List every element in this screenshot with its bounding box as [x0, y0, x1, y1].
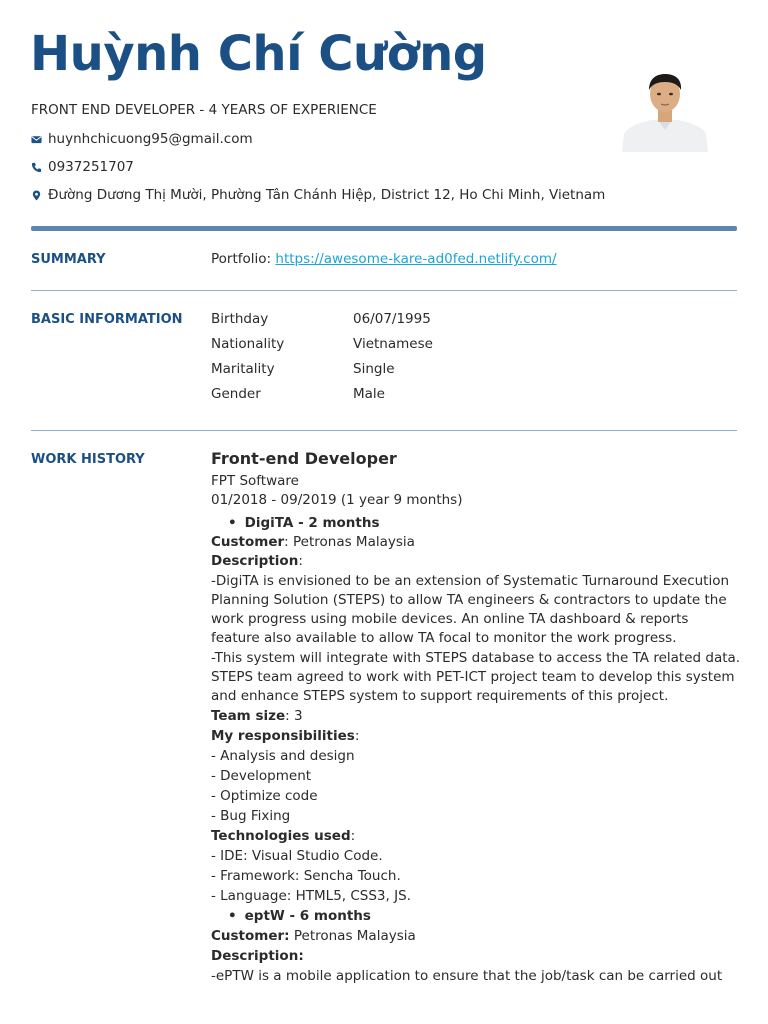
team-size-label: Team size: [211, 708, 286, 724]
description-line: [211, 947, 741, 966]
company: FPT Software: [211, 473, 299, 489]
phone-icon: [31, 162, 42, 173]
list-item: - Analysis and design: [211, 748, 355, 764]
project-name: • eptW - 6 months: [211, 907, 741, 926]
contact-phone: [31, 159, 134, 175]
portfolio-line: [211, 251, 557, 267]
customer-line: [211, 927, 741, 946]
contact-address: [31, 187, 605, 203]
list-item: - Language: HTML5, CSS3, JS.: [211, 888, 411, 904]
team-size-value: : 3: [285, 708, 303, 724]
description-line: [211, 552, 741, 571]
section-divider: [31, 430, 737, 431]
description-text: -ePTW is a mobile application to ensure that the job/task can be carried out: [211, 968, 723, 984]
job-title: Front-end Developer: [211, 449, 397, 468]
team-size-line: [211, 707, 741, 726]
list-item: - Framework: Sencha Touch.: [211, 868, 401, 884]
info-row-nationality: [211, 336, 433, 352]
customer-line: [211, 533, 741, 552]
colon: :: [350, 828, 356, 844]
technologies-heading: [211, 827, 741, 846]
contact-email: [31, 131, 253, 147]
list-item: - Optimize code: [211, 788, 318, 804]
profile-photo: [620, 72, 710, 152]
list-item: - IDE: Visual Studio Code.: [211, 848, 383, 864]
colon: :: [298, 553, 303, 569]
period: 01/2018 - 09/2019 (1 year 9 months): [211, 492, 463, 508]
candidate-name: Huỳnh Chí Cường: [30, 26, 487, 82]
info-row-gender: [211, 386, 385, 402]
info-value: Vietnamese: [353, 336, 433, 352]
location-pin-icon: [31, 190, 42, 201]
customer-label: Customer:: [211, 928, 290, 944]
headline: FRONT END DEVELOPER - 4 YEARS OF EXPERIENCE: [31, 102, 377, 118]
work-history-title: WORK HISTORY: [31, 452, 145, 467]
info-value: Single: [353, 361, 395, 377]
email-text: huynhchicuong95@gmail.com: [48, 131, 253, 147]
portfolio-label: Portfolio:: [211, 251, 276, 267]
info-label: Nationality: [211, 336, 285, 352]
responsibilities-heading: [211, 727, 741, 746]
info-label: Birthday: [211, 311, 269, 327]
description-label: Description:: [211, 948, 304, 964]
mail-icon: [31, 134, 42, 145]
address-text: Đường Dương Thị Mười, Phường Tân Chánh Hiệp, District 12, Ho Chi Minh, Vietnam: [48, 187, 606, 203]
technologies-label: Technologies used: [211, 828, 351, 844]
responsibilities-label: My responsibilities: [211, 728, 355, 744]
info-label: Maritality: [211, 361, 275, 377]
info-label: Gender: [211, 386, 261, 402]
info-row-birthday: [211, 311, 431, 327]
description-text: -This system will integrate with STEPS database to access the TA related data. STEPS team agreed to work with PET-ICT project team to develop this system and enhance STEPS system to support requirements of this project.: [211, 650, 741, 704]
customer-value: : Petronas Malaysia: [284, 534, 415, 550]
description-label: Description: [211, 553, 299, 569]
section-divider: [31, 290, 737, 291]
summary-title: SUMMARY: [31, 252, 106, 267]
list-item: - Development: [211, 768, 312, 784]
project-name: • DigiTA - 2 months: [211, 514, 741, 533]
list-item: - Bug Fixing: [211, 808, 291, 824]
portfolio-link[interactable]: https://awesome-kare-ad0fed.netlify.com/: [275, 251, 557, 267]
description-text: -DigiTA is envisioned to be an extension of Systematic Turnaround Execution Planning Solution (STEPS) to allow TA engineers & contractors to update the work progress using mobile devices. An online TA dashboard & reports feature also available to allow TA focal to monitor the work progress.: [211, 573, 730, 646]
info-row-maritality: [211, 361, 395, 377]
work-history-entry: [211, 449, 741, 986]
phone-text: 0937251707: [48, 159, 134, 175]
colon: :: [354, 728, 360, 744]
info-value: 06/07/1995: [353, 311, 431, 327]
customer-value: Petronas Malaysia: [289, 928, 416, 944]
info-value: Male: [353, 386, 385, 402]
header-divider: [31, 226, 737, 231]
customer-label: Customer: [211, 534, 285, 550]
basic-info-title: BASIC INFORMATION: [31, 312, 183, 327]
